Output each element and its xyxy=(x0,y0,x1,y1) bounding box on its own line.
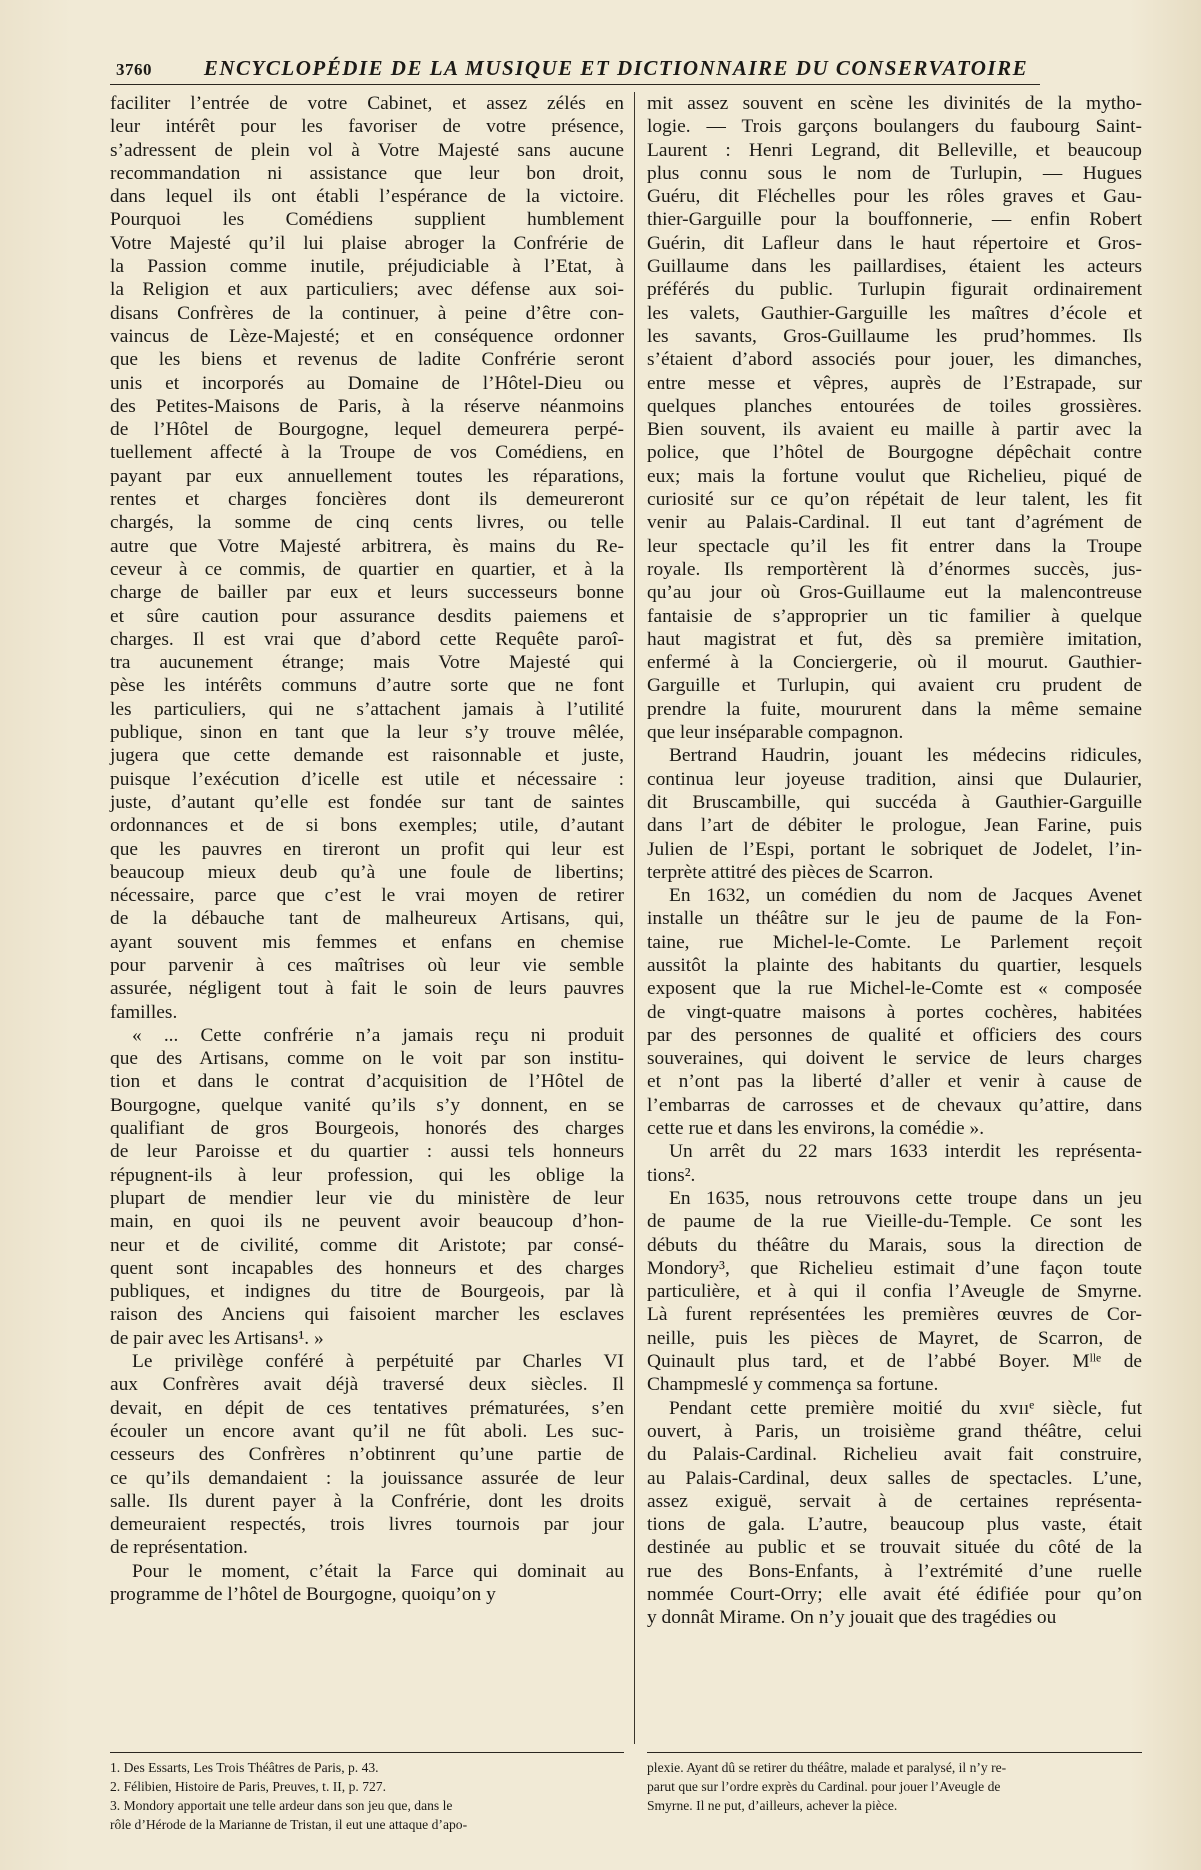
header-rule xyxy=(110,84,1040,85)
text-line: devait, en dépit de ces tentatives prématurées, s’en xyxy=(110,1397,624,1419)
text-line: rentes et charges foncières dont ils demeureront xyxy=(110,489,624,511)
text-line: les valets, Gauthier-Garguille les maîtres d’école et xyxy=(647,302,1142,324)
text-line: s’adressent de plein vol à Votre Majesté sans aucune xyxy=(110,139,624,161)
text-line: autre que Votre Majesté arbitrera, ès mains du Re- xyxy=(110,535,624,557)
text-line: main, en quoi ils ne peuvent avoir beaucoup d’hon- xyxy=(110,1211,624,1233)
text-line: et sûre caution pour assurance desdits paiemens et xyxy=(110,605,624,627)
text-line: faciliter l’entrée de votre Cabinet, et assez zélés en xyxy=(110,93,624,114)
column-divider xyxy=(634,92,635,1744)
text-line: ayant souvent mis femmes et enfans en chemise xyxy=(110,931,624,953)
text-line: Là furent représentées les premières œuvres de Cor- xyxy=(647,1304,1142,1326)
footnote-line: plexie. Ayant dû se retirer du théâtre, malade et paralysé, il n’y re- xyxy=(647,1760,1007,1775)
text-line: Votre Majesté qu’il lui plaise abroger la Confrérie de xyxy=(110,232,624,254)
text-line: disans Confrères de la continuer, à peine d’être con- xyxy=(110,302,624,324)
text-line: aux Confrères avait déjà traversé deux siècles. Il xyxy=(110,1374,624,1396)
text-line: charge de bailler par eux et leurs successeurs bonne xyxy=(110,582,624,604)
text-line: quelques planches entourées de toiles grossières. xyxy=(647,395,1142,417)
text-line: royale. Ils remportèrent là d’énormes succès, jus- xyxy=(647,558,1142,580)
text-line: payant par eux annuellement toutes les réparations, xyxy=(110,465,624,487)
text-line: y donnât Mirame. On n’y jouait que des tragédies ou xyxy=(647,1607,1057,1629)
text-line: de vingt-quatre maisons à portes cochères, habitées xyxy=(647,1001,1142,1023)
text-line: pour parvenir à ces maîtrises où leur vie semble xyxy=(110,954,624,976)
text-line: Pendant cette première moitié du xvııᵉ siècle, fut xyxy=(669,1397,1142,1419)
footnote-line: parut que sur l’ordre exprès du Cardinal. pour jouer l’Aveugle de xyxy=(647,1779,1001,1794)
footnote-line: 1. Des Essarts, Les Trois Théâtres de Paris, p. 43. xyxy=(110,1760,379,1775)
text-line: Bourgogne, quelque vanité qu’ils s’y donnent, en se xyxy=(110,1094,624,1116)
text-line: installe un théâtre sur le jeu de paume de la Fon- xyxy=(647,908,1142,930)
text-line: Guéru, dit Fléchelles pour les rôles graves et Gau- xyxy=(647,186,1142,208)
text-line: du Palais-Cardinal. Richelieu avait fait construire, xyxy=(647,1444,1142,1466)
footnotes-left xyxy=(110,1758,624,1834)
text-line: charges. Il est vrai que d’abord cette Requête paroî- xyxy=(110,628,624,650)
text-line: puisque l’exécution d’icelle est utile et nécessaire : xyxy=(110,768,624,790)
text-line: Garguille et Turlupin, qui avaient cru prudent de xyxy=(647,675,1142,697)
text-line: Bertrand Haudrin, jouant les médecins ridicules, xyxy=(669,745,1142,767)
text-line: neur et de civilité, comme dit Aristote; par consé- xyxy=(110,1234,624,1256)
text-line: que les biens et revenus de ladite Confrérie seront xyxy=(110,349,624,371)
footnote-line: rôle d’Hérode de la Marianne de Tristan, il eut une attaque d’apo- xyxy=(110,1817,468,1832)
text-line: Bien souvent, ils avaient eu maille à partir avec la xyxy=(647,419,1142,441)
text-line: vaincus de Lèze-Majesté; et en conséquence ordonner xyxy=(110,325,624,347)
running-header xyxy=(116,56,1036,84)
text-line: Quinault plus tard, et de l’abbé Boyer. Mˡˡᵉ de xyxy=(647,1351,1142,1373)
text-line: la Religion et aux particuliers; avec défense aux soi- xyxy=(110,279,624,301)
text-line: exposent que la rue Michel-le-Comte est « composée xyxy=(647,978,1142,1000)
text-line: haut magistrat et fut, dès sa première imitation, xyxy=(647,628,1142,650)
text-line: que leur inséparable compagnon. xyxy=(647,722,904,744)
text-line: salle. Ils durent payer à la Confrérie, dont les droits xyxy=(110,1490,624,1512)
footnote-rule-right xyxy=(647,1752,1142,1753)
text-line: continua leur joyeuse tradition, ainsi que Dulaurier, xyxy=(647,768,1142,790)
text-line: de la débauche tant de malheureux Artisans, qui, xyxy=(110,908,624,930)
page-number: 3760 xyxy=(116,60,152,79)
text-line: nécessaire, parce que c’est le vrai moyen de retirer xyxy=(110,885,624,907)
text-line: familles. xyxy=(110,1001,178,1023)
text-line: ceveur à ce commis, de quartier en quartier, et à la xyxy=(110,558,624,580)
text-line: dans lequel ils ont établi l’espérance de la victoire. xyxy=(110,186,624,208)
text-line: curiosité sur ce qu’on répétait de leur talent, les fit xyxy=(647,489,1142,511)
text-line: s’étaient d’abord associés pour jouer, les dimanches, xyxy=(647,349,1142,371)
text-line: plus connu sous le nom de Turlupin, — Hugues xyxy=(647,162,1142,184)
running-title: ENCYCLOPÉDIE DE LA MUSIQUE ET DICTIONNAIRE DU CONSERVATOIRE xyxy=(203,56,1029,80)
text-line: au Palais-Cardinal, deux salles de spectacles. L’une, xyxy=(647,1467,1142,1489)
text-line: débuts du théâtre du Marais, sous la direction de xyxy=(647,1234,1142,1256)
footnote-rule-left xyxy=(110,1752,624,1753)
left-column xyxy=(110,92,624,1606)
text-line: « ... Cette confrérie n’a jamais reçu ni produit xyxy=(132,1024,624,1046)
footnote-line: 2. Félibien, Histoire de Paris, Preuves, t. II, p. 727. xyxy=(110,1779,386,1794)
text-line: entre messe et vêpres, auprès de l’Estrapade, sur xyxy=(647,372,1142,394)
footnote-line: 3. Mondory apportait une telle ardeur dans son jeu que, dans le xyxy=(110,1798,453,1813)
text-line: et n’ont pas la liberté d’aller et venir à cause de xyxy=(647,1071,1142,1093)
text-line: En 1632, un comédien du nom de Jacques Avenet xyxy=(669,885,1142,907)
text-line: jugera que cette demande est raisonnable et juste, xyxy=(110,745,624,767)
text-line: les particuliers, qui ne s’attachent jamais à l’utilité xyxy=(110,698,624,720)
text-line: destinée au public et se trouvait située du côté de la xyxy=(647,1537,1142,1559)
text-line: assez exiguë, servait à de certaines représenta- xyxy=(647,1490,1142,1512)
text-line: plupart de mendier leur vie du ministère de leur xyxy=(110,1187,624,1209)
text-line: Le privilège conféré à perpétuité par Charles VI xyxy=(132,1351,624,1373)
text-line: répugnent-ils à leur profession, qui les oblige la xyxy=(110,1164,624,1186)
text-line: qu’au jour où Gros-Guillaume eut la malencontreuse xyxy=(647,582,1142,604)
text-line: que des Artisans, comme on le voit par son institu- xyxy=(110,1048,624,1070)
text-line: taine, rue Michel-le-Comte. Le Parlement reçoit xyxy=(647,931,1142,953)
footnotes-right xyxy=(647,1758,1142,1815)
text-line: tuellement affecté à la Troupe de vos Comédiens, en xyxy=(110,442,624,464)
text-line: Laurent : Henri Legrand, dit Belleville, et beaucoup xyxy=(647,139,1142,161)
text-line: eux; mais la fortune voulut que Richelieu, piqué de xyxy=(647,465,1142,487)
text-line: aussitôt la plainte des habitants du quartier, lesquels xyxy=(647,954,1142,976)
text-line: tions². xyxy=(647,1164,696,1186)
text-line: Champmeslé y commença sa fortune. xyxy=(647,1374,939,1396)
text-line: dans l’art de débiter le prologue, Jean Farine, puis xyxy=(647,815,1142,837)
text-line: Guérin, dit Lafleur dans le haut répertoire et Gros- xyxy=(647,232,1142,254)
text-line: ce qu’ils demandaient : la jouissance assurée de leur xyxy=(110,1467,624,1489)
text-line: des Petites-Maisons de Paris, à la réserve néanmoins xyxy=(110,395,624,417)
text-line: Pour le moment, c’était la Farce qui dominait au xyxy=(132,1560,624,1582)
text-line: chargés, la somme de cinq cents livres, ou telle xyxy=(110,512,624,534)
text-line: de pair avec les Artisans¹. » xyxy=(110,1327,324,1349)
footnote-line: Smyrne. Il ne put, d’ailleurs, achever la pièce. xyxy=(647,1798,898,1813)
text-line: recommandation ni assistance que leur bon droit, xyxy=(110,162,624,184)
text-line: neille, puis les pièces de Mayret, de Scarron, de xyxy=(647,1327,1142,1349)
text-line: beaucoup mieux deub qu’à une foule de libertins; xyxy=(110,861,624,883)
text-line: de l’Hôtel de Bourgogne, lequel demeurera perpé- xyxy=(110,419,624,441)
text-line: pèse les intérêts communs d’autre sorte que ne font xyxy=(110,675,624,697)
text-line: fantaisie de s’approprier un tic familier à quelque xyxy=(647,605,1142,627)
text-line: particulière, et à qui il confia l’Aveugle de Smyrne. xyxy=(647,1281,1142,1303)
text-line: publique, sinon en tant que la leur s’y trouve mêlée, xyxy=(110,722,624,744)
text-line: ordonnances et de si bons exemples; utile, d’autant xyxy=(110,815,624,837)
text-line: mit assez souvent en scène les divinités de la mytho- xyxy=(647,93,1142,114)
text-line: venir au Palais-Cardinal. Il eut tant d’agrément de xyxy=(647,512,1142,534)
text-line: rue des Bons-Enfants, à l’extrémité d’une ruelle xyxy=(647,1560,1142,1582)
text-line: la Passion comme inutile, préjudiciable à l’Etat, à xyxy=(110,256,624,278)
text-line: l’embarras de carrosses et de chevaux qu’attire, dans xyxy=(647,1094,1142,1116)
text-line: unis et incorporés au Domaine de l’Hôtel-Dieu ou xyxy=(110,372,624,394)
text-line: nommée Court-Orry; elle avait été édifiée pour qu’on xyxy=(647,1584,1142,1605)
text-line: terprète attitré des pièces de Scarron. xyxy=(647,861,934,883)
text-line: En 1635, nous retrouvons cette troupe dans un jeu xyxy=(669,1187,1142,1209)
text-line: de représentation. xyxy=(110,1537,248,1559)
text-line: tion et dans le contrat d’acquisition de l’Hôtel de xyxy=(110,1071,624,1093)
text-line: demeuraient respectés, trois livres tournois par jour xyxy=(110,1514,624,1536)
text-line: quent sont incapables des honneurs et des charges xyxy=(110,1257,624,1279)
text-line: logie. — Trois garçons boulangers du faubourg Saint- xyxy=(647,116,1142,138)
text-line: Un arrêt du 22 mars 1633 interdit les représenta- xyxy=(669,1141,1142,1163)
text-line: Mondory³, que Richelieu estimait d’une façon toute xyxy=(647,1257,1142,1279)
text-line: publiques, et indignes du titre de Bourgeois, par là xyxy=(110,1281,624,1303)
text-line: qualifiant de gros Bourgeois, honorés des charges xyxy=(110,1118,624,1140)
text-line: programme de l’hôtel de Bourgogne, quoiqu’on y xyxy=(110,1584,496,1605)
text-line: juste, d’autant qu’elle est fondée sur tant de saintes xyxy=(110,791,624,813)
text-line: leur intérêt pour les favoriser de votre présence, xyxy=(110,116,624,138)
text-line: de leur Paroisse et du quartier : aussi tels honneurs xyxy=(110,1141,624,1163)
right-column xyxy=(647,92,1142,1630)
text-line: raison des Anciens qui faisoient marcher les esclaves xyxy=(110,1304,624,1326)
text-line: police, que l’hôtel de Bourgogne dépêchait contre xyxy=(647,442,1142,464)
text-line: ouvert, à Paris, un troisième grand théâtre, celui xyxy=(647,1420,1142,1442)
text-line: assurée, négligent tout à fait le soin de leurs pauvres xyxy=(110,978,624,1000)
text-line: les savants, Gros-Guillaume les prud’hommes. Ils xyxy=(647,325,1142,347)
text-line: enfermé à la Conciergerie, où il mourut. Gauthier- xyxy=(647,652,1142,674)
text-line: prendre la fuite, moururent dans la même semaine xyxy=(647,698,1142,720)
text-line: cesseurs des Confrères n’obtinrent qu’une partie de xyxy=(110,1444,624,1466)
text-line: de paume de la rue Vieille-du-Temple. Ce sont les xyxy=(647,1211,1142,1233)
text-line: par des personnes de qualité et officiers des cours xyxy=(647,1024,1142,1046)
text-line: thier-Garguille pour la bouffonnerie, — enfin Robert xyxy=(647,209,1142,231)
text-line: dit Bruscambille, qui succéda à Gauthier-Garguille xyxy=(647,791,1142,813)
text-line: écouler un encore avant qu’il ne fût aboli. Les suc- xyxy=(110,1420,624,1442)
text-line: que les pauvres en tireront un profit qui leur est xyxy=(110,838,624,860)
text-line: tions de gala. L’autre, beaucoup plus vaste, était xyxy=(647,1514,1142,1536)
text-line: tra aucunement étrange; mais Votre Majesté qui xyxy=(110,652,624,674)
text-line: souveraines, qui doivent le service de leurs charges xyxy=(647,1048,1142,1070)
text-line: cette rue et dans les environs, la comédie ». xyxy=(647,1118,985,1140)
text-line: Pourquoi les Comédiens supplient humblement xyxy=(110,209,624,231)
text-line: Julien de l’Espi, portant le sobriquet de Jodelet, l’in- xyxy=(647,838,1142,860)
text-line: Guillaume dans les paillardises, étaient les acteurs xyxy=(647,256,1142,278)
text-line: leur spectacle qu’il les fit entrer dans la Troupe xyxy=(647,535,1142,557)
text-line: préférés du public. Turlupin figurait ordinairement xyxy=(647,279,1142,301)
